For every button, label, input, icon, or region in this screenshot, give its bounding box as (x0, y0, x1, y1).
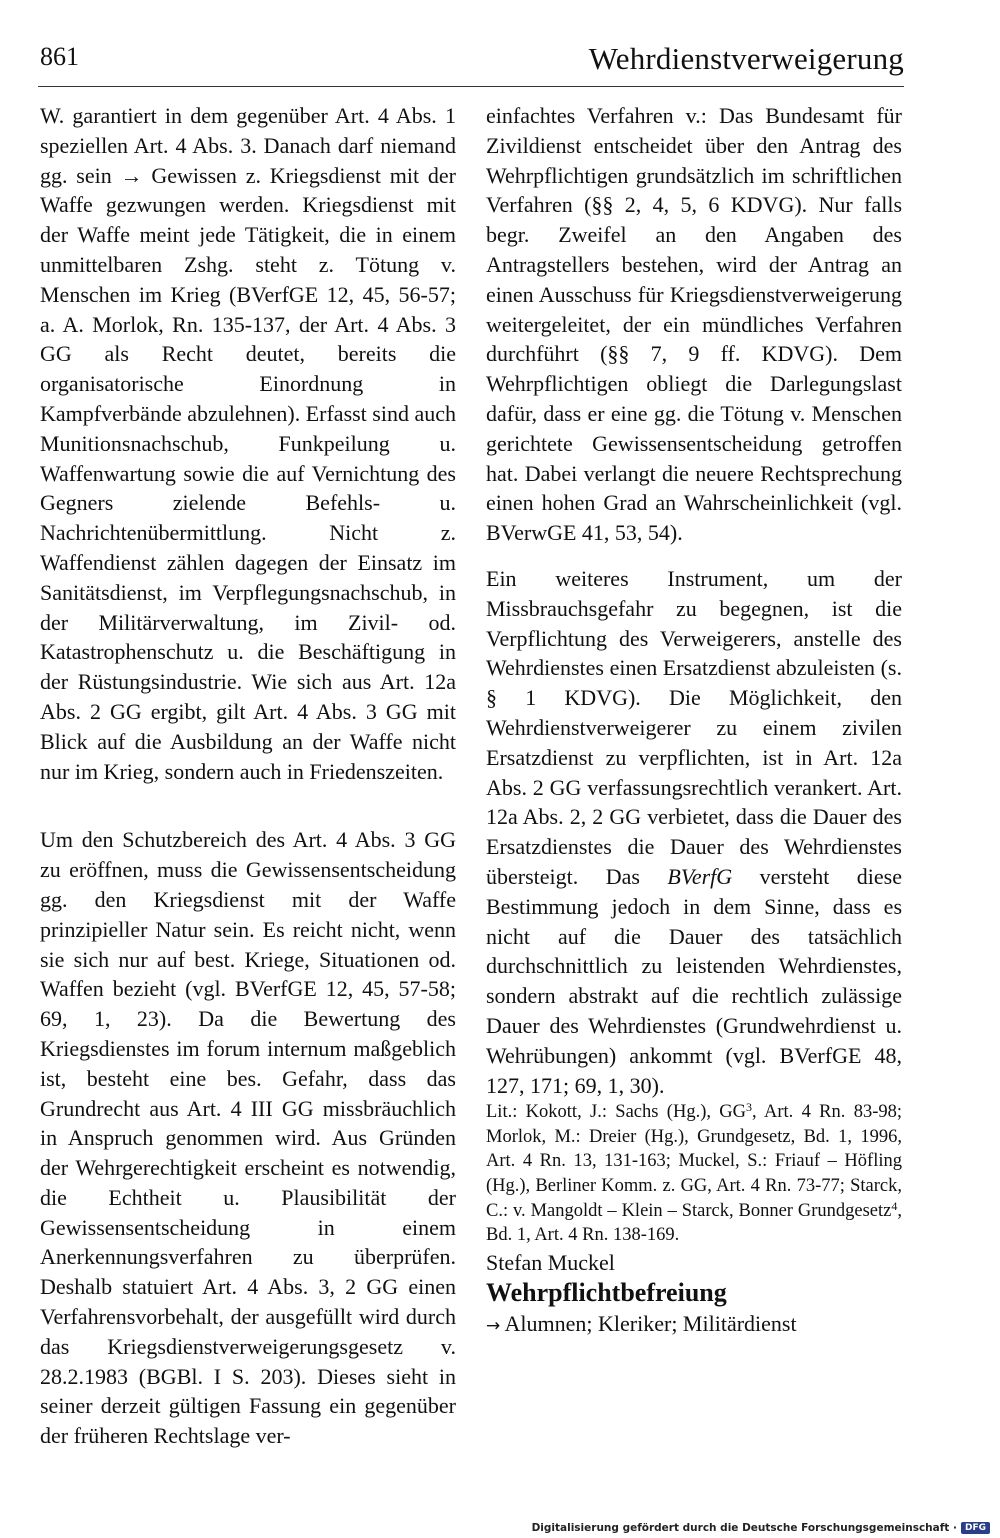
edition-superscript-2: 4 (891, 1198, 898, 1213)
court-abbreviation: BVerfG (667, 863, 733, 889)
left-paragraph-1: W. garantiert in dem gegenüber Art. 4 Abs. 1 speziellen Art. 4 Abs. 3. Danach darf niemand gg. sein → Gewissen z. Kriegsdienst mit der Waffe gezwungen werden. Kriegsdienst mit der Waffe meint jede Tätigkeit, die in einem unmittelbaren Zshg. steht z. Tötung v. Menschen im Krieg (BVerfGE 12, 45, 56-57; a. A. Morlok, Rn. 135-137, der Art. 4 Abs. 3 GG als Recht deutet, bereits die organisatorische Einordnung in Kampfverbände abzulehnen). Erfasst sind auch Munitionsnachschub, Funkpeilung u. Waffenwartung sowie die auf Vernichtung des Gegners zielende Befehls- u. Nachrichtenübermittlung. Nicht z. Waffendienst zählen dagegen der Einsatz im Sanitätsdienst, im Verpflegungsnachschub, in der Militärverwaltung, im Zivil- od. Katastrophenschutz u. die Beschäftigung in der Rüstungsindustrie. Wie sich aus Art. 12a Abs. 2 GG ergibt, gilt Art. 4 Abs. 3 GG mit Blick auf die Ausbildung an der Waffe nicht nur im Krieg, sondern auch in Friedenszeiten. (40, 103, 457, 784)
entry-title: Wehrpflichtbefreiung (486, 1277, 727, 1307)
right-paragraph-2 (486, 564, 902, 1100)
literature-part-3: , Bd. 1, Art. 4 Rn. 138-169. (486, 1200, 902, 1246)
page-number: 861 (40, 42, 79, 71)
right-paragraph-2-end: versteht diese Bestimmung jedoch in dem Sinne, dass es nicht auf die Dauer des tatsächlich durchschnittlich zu leistenden Wehrdienstes, sondern abstrakt auf die rechtlich zulässige Dauer des Wehrdienstes (Grundwehrdienst u. Wehrübungen) ankommt (vgl. BVerfGE 48, 127, 171; 69, 1, 30). (486, 863, 902, 1098)
author-signature: Stefan Muckel (486, 1249, 615, 1275)
running-head: Wehrdienstverweigerung (588, 41, 904, 76)
right-paragraph-2-start: Ein weiteres Instrument, um der Missbrauchsgefahr zu begegnen, ist die Verpflichtung des Verweigerers, anstelle des Wehrdienstes einen Ersatzdienst abzuleisten (s. § 1 KDVG). Die Möglichkeit, den Wehrdienstverweigerer zu einem zivilen Ersatzdienst zu verpflichten, ist in Art. 12a Abs. 2 GG verfassungsrechtlich verankert. Art. 12a Abs. 2, 2 GG verbietet, dass die Dauer des Ersatzdienstes die Dauer des Wehrdienstes übersteigt. Das (486, 565, 902, 889)
literature-part-1: Lit.: Kokott, J.: Sachs (Hg.), GG (486, 1102, 747, 1123)
literature-list (486, 1100, 902, 1248)
arrow-right-icon: → (486, 1315, 501, 1336)
left-paragraph-2: Um den Schutzbereich des Art. 4 Abs. 3 GG zu eröffnen, muss die Gewissensentscheidung gg. den Kriegsdienst mit der Waffe prinzipieller Natur sein. Es reicht nicht, wenn sie sich nur auf best. Kriege, Situationen od. Waffen bezieht (vgl. BVerfGE 12, 45, 57-58; 69, 1, 23). Da die Bewertung des Kriegsdienstes im forum internum maßgeblich ist, besteht eine bes. Gefahr, dass das Grundrecht aus Art. 4 III GG missbräuchlich in Anspruch genommen wird. Aus Gründen der Wehrgerechtigkeit erscheint es notwendig, die Echtheit u. Plausibilität der Gewissensentscheidung in einem Anerkennungsverfahren zu überprüfen. Deshalb statuiert Art. 4 Abs. 3, 2 GG einen Verfahrensvorbehalt, der ausgefüllt wird durch das Kriegsdienstverweigerungsgesetz v. 28.2.1983 (BGBl. I S. 203). Dieses sieht in seiner derzeit gültigen Fassung ein gegenüber der früheren Rechtslage ver- (40, 827, 456, 1449)
dfg-logo: DFG (961, 1522, 990, 1534)
right-column (486, 101, 902, 1341)
right-paragraph-1: einfachtes Verfahren v.: Das Bundesamt für Zivildienst entscheidet über den Antrag des Wehrpflichtigen grundsätzlich im schriftlichen Verfahren (§§ 2, 4, 5, 6 KDVG). Nur falls begr. Zweifel an den Angaben des Antragstellers bestehen, wird der Antrag an einen Ausschuss für Kriegsdienstverweigerung weitergeleitet, der ein mündliches Verfahren durchführt (§§ 7, 9 ff. KDVG). Dem Wehrpflichtigen obliegt die Darlegungslast dafür, dass er eine gg. die Tötung v. Menschen gerichtete Gewissensentscheidung getroffen hat. Dabei verlangt die neuere Rechtsprechung einen hohen Grad an Wahrscheinlichkeit (vgl. BVerwGE 41, 53, 54). (486, 103, 902, 546)
footer-credit: Digitalisierung gefördert durch die Deutsche Forschungsgemeinschaft · (531, 1522, 957, 1534)
cross-reference-links: Alumnen; Kleriker; Militärdienst (500, 1310, 797, 1336)
literature-part-2: , Art. 4 Rn. 83-98; Morlok, M.: Dreier (Hg.), Grundgesetz, Bd. 1, 1996, Art. 4 Rn. 13, 131-163; Muckel, S.: Friauf – Höfling (Hg.), Berliner Komm. z. GG, Art. 4 Rn. 73-77; Starck, C.: v. Mangoldt – Klein – Starck, Bonner Grundgesetz (486, 1102, 902, 1221)
cross-reference (486, 1309, 902, 1341)
left-column (40, 101, 456, 1451)
header-rule (38, 86, 904, 87)
digitization-footer (532, 1522, 990, 1534)
edition-superscript-1: 3 (746, 1100, 753, 1115)
